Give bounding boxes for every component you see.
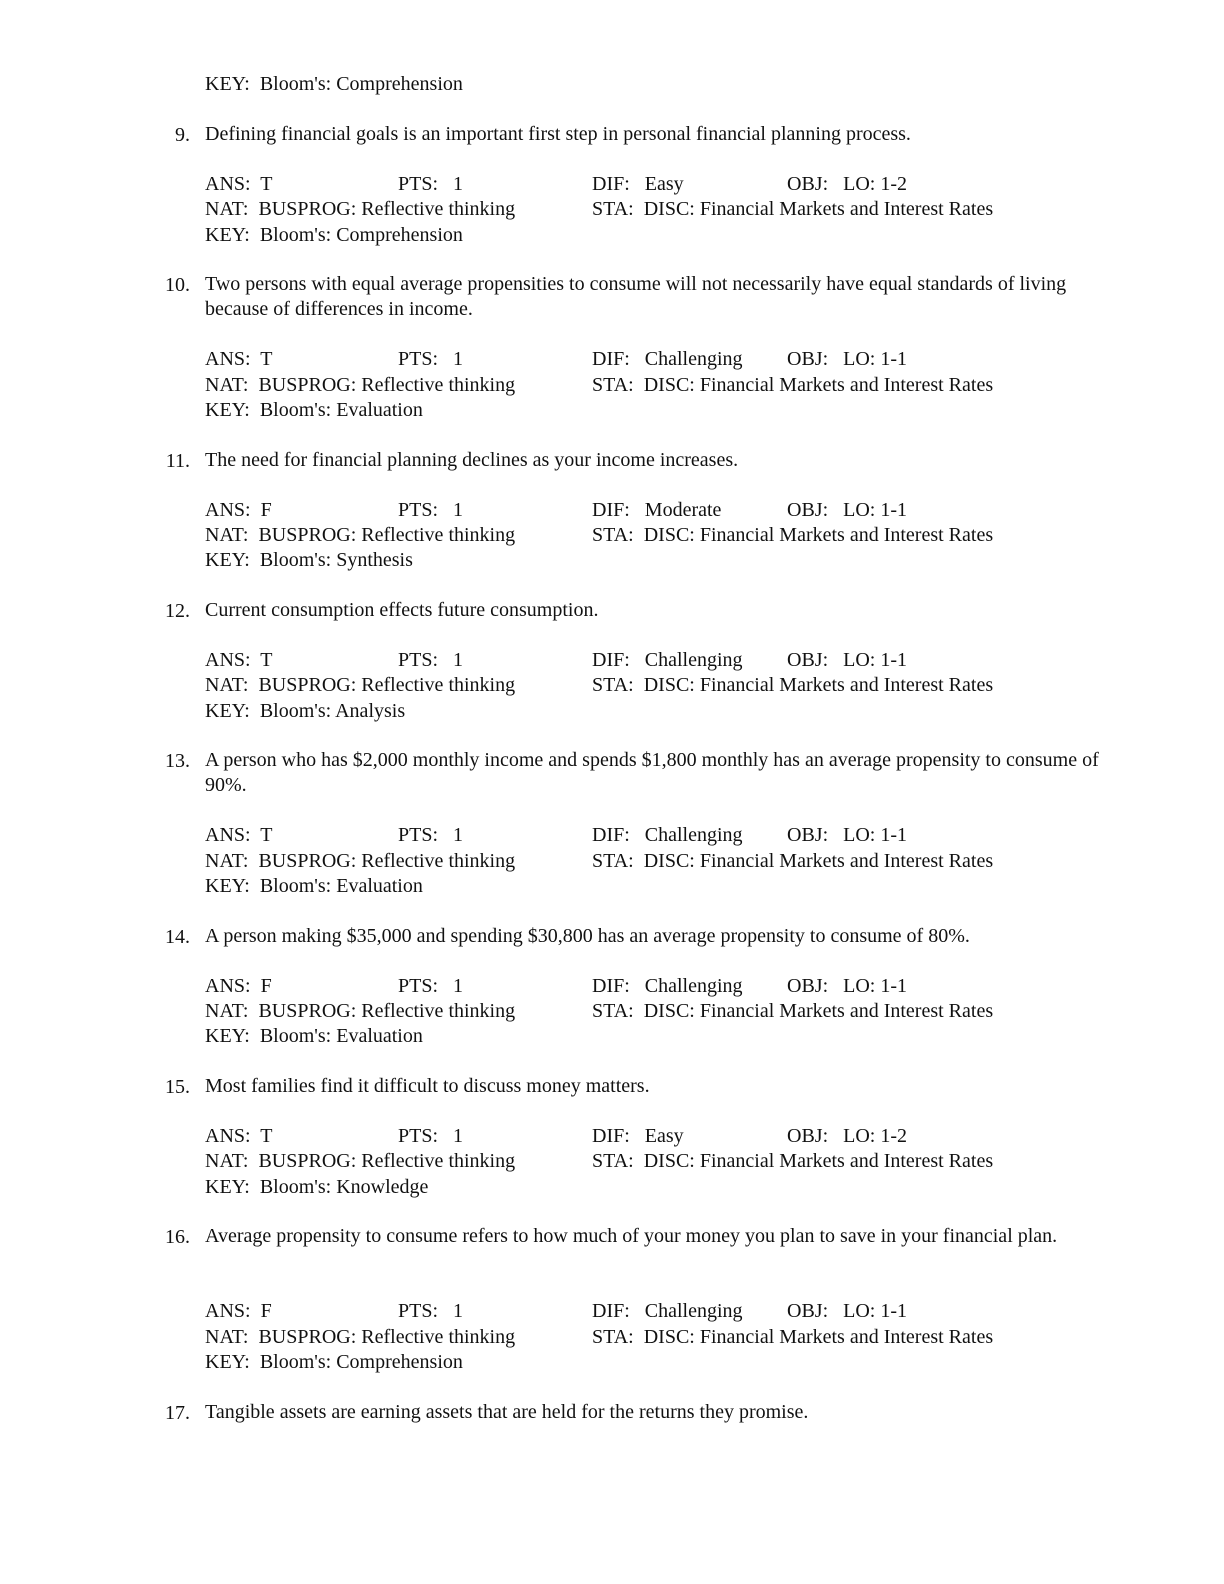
answer: ANS: T <box>205 1125 273 1147</box>
answer: ANS: F <box>205 975 272 997</box>
sta-tag: STA: DISC: Financial Markets and Interest Rates <box>592 374 994 396</box>
objective: OBJ: LO: 1-1 <box>787 1300 907 1322</box>
difficulty: DIF: Challenging <box>592 975 743 997</box>
question-text: Defining financial goals is an important first step in personal financial planning process. <box>205 123 911 145</box>
difficulty: DIF: Moderate <box>592 499 722 521</box>
objective: OBJ: LO: 1-1 <box>787 975 907 997</box>
question-text: The need for financial planning declines as your income increases. <box>205 449 739 471</box>
objective: OBJ: LO: 1-1 <box>787 824 907 846</box>
question-text: Two persons with equal average propensities to consume will not necessarily have equal standards of living because of differences in income. <box>205 273 1067 320</box>
difficulty: DIF: Challenging <box>592 1300 743 1322</box>
question-number: 9. <box>175 124 190 146</box>
points: PTS: 1 <box>398 975 464 997</box>
key-tag: KEY: Bloom's: Comprehension <box>205 1351 463 1373</box>
question-number: 17. <box>165 1402 190 1424</box>
objective: OBJ: LO: 1-1 <box>787 499 907 521</box>
difficulty: DIF: Challenging <box>592 824 743 846</box>
difficulty: DIF: Easy <box>592 1125 684 1147</box>
question-number: 12. <box>165 600 190 622</box>
nat-tag: NAT: BUSPROG: Reflective thinking <box>205 1000 516 1022</box>
question-number: 11. <box>165 450 190 472</box>
sta-tag: STA: DISC: Financial Markets and Interest Rates <box>592 1000 994 1022</box>
answer: ANS: F <box>205 499 272 521</box>
nat-tag: NAT: BUSPROG: Reflective thinking <box>205 850 516 872</box>
key-tag: KEY: Bloom's: Knowledge <box>205 1176 429 1198</box>
nat-tag: NAT: BUSPROG: Reflective thinking <box>205 524 516 546</box>
sta-tag: STA: DISC: Financial Markets and Interest Rates <box>592 1150 994 1172</box>
difficulty: DIF: Challenging <box>592 348 743 370</box>
points: PTS: 1 <box>398 649 464 671</box>
points: PTS: 1 <box>398 1125 464 1147</box>
key-tag: KEY: Bloom's: Comprehension <box>205 224 463 246</box>
answer: ANS: T <box>205 649 273 671</box>
question-text: Current consumption effects future consumption. <box>205 599 599 621</box>
answer: ANS: T <box>205 173 273 195</box>
question-number: 14. <box>165 926 190 948</box>
nat-tag: NAT: BUSPROG: Reflective thinking <box>205 1150 516 1172</box>
objective: OBJ: LO: 1-2 <box>787 173 907 195</box>
sta-tag: STA: DISC: Financial Markets and Interest Rates <box>592 674 994 696</box>
question-number: 16. <box>165 1226 190 1248</box>
top-key-line: KEY: Bloom's: Comprehension <box>205 73 463 95</box>
answer: ANS: T <box>205 348 273 370</box>
points: PTS: 1 <box>398 173 464 195</box>
question-number: 15. <box>165 1076 190 1098</box>
answer: ANS: T <box>205 824 273 846</box>
key-tag: KEY: Bloom's: Analysis <box>205 700 406 722</box>
difficulty: DIF: Easy <box>592 173 684 195</box>
points: PTS: 1 <box>398 348 464 370</box>
key-tag: KEY: Bloom's: Evaluation <box>205 875 423 897</box>
objective: OBJ: LO: 1-1 <box>787 649 907 671</box>
nat-tag: NAT: BUSPROG: Reflective thinking <box>205 374 516 396</box>
difficulty: DIF: Challenging <box>592 649 743 671</box>
sta-tag: STA: DISC: Financial Markets and Interest Rates <box>592 1326 994 1348</box>
nat-tag: NAT: BUSPROG: Reflective thinking <box>205 674 516 696</box>
nat-tag: NAT: BUSPROG: Reflective thinking <box>205 1326 516 1348</box>
key-tag: KEY: Bloom's: Evaluation <box>205 399 423 421</box>
question-number: 10. <box>165 274 190 296</box>
question-text: Average propensity to consume refers to how much of your money you plan to save in your financial plan. <box>205 1225 1058 1247</box>
question-text: Most families find it difficult to discuss money matters. <box>205 1075 650 1097</box>
points: PTS: 1 <box>398 1300 464 1322</box>
question-text: A person who has $2,000 monthly income and spends $1,800 monthly has an average propensity to consume of 90%. <box>205 749 1099 796</box>
key-tag: KEY: Bloom's: Synthesis <box>205 549 413 571</box>
sta-tag: STA: DISC: Financial Markets and Interest Rates <box>592 198 994 220</box>
question-text: A person making $35,000 and spending $30,800 has an average propensity to consume of 80%. <box>205 925 970 947</box>
points: PTS: 1 <box>398 499 464 521</box>
sta-tag: STA: DISC: Financial Markets and Interest Rates <box>592 524 994 546</box>
points: PTS: 1 <box>398 824 464 846</box>
answer: ANS: F <box>205 1300 272 1322</box>
question-text: Tangible assets are earning assets that are held for the returns they promise. <box>205 1401 809 1423</box>
nat-tag: NAT: BUSPROG: Reflective thinking <box>205 198 516 220</box>
key-tag: KEY: Bloom's: Evaluation <box>205 1025 423 1047</box>
objective: OBJ: LO: 1-1 <box>787 348 907 370</box>
question-number: 13. <box>165 750 190 772</box>
objective: OBJ: LO: 1-2 <box>787 1125 907 1147</box>
sta-tag: STA: DISC: Financial Markets and Interest Rates <box>592 850 994 872</box>
